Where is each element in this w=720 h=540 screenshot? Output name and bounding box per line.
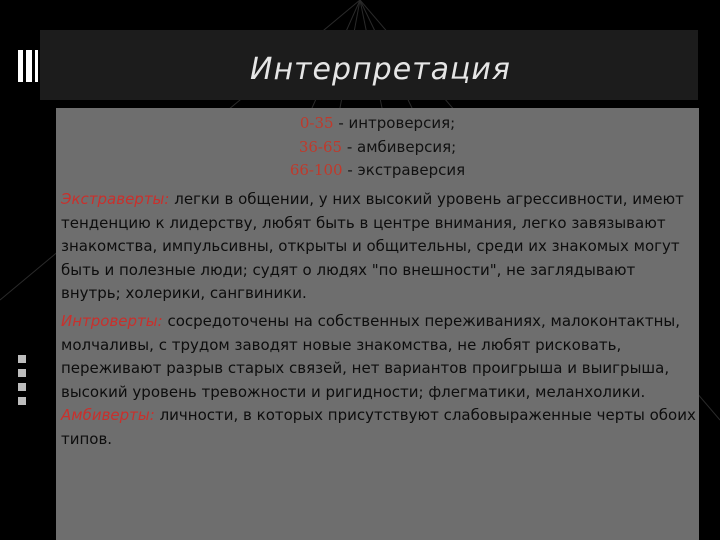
scale-line	[56, 159, 699, 183]
scale-list	[56, 112, 699, 183]
term-extraverts: Экстраверты:	[61, 190, 170, 208]
ambiverts-paragraph	[61, 404, 697, 451]
scale-range: 66-100	[289, 161, 343, 179]
scale-line	[56, 136, 699, 160]
title-decoration	[18, 50, 40, 82]
description-text	[61, 188, 697, 456]
introverts-paragraph	[61, 310, 697, 404]
introverts-text: сосредоточены на собственных переживаниях, малоконтактны, молчаливы, с трудом заводят новые знакомства, не любят рисковать, переживают разрыв старых связей, нет вариантов проигрыша и выигрыша, высокий уровень тревожности и ригидности; флегматики, меланхолики.	[61, 311, 680, 401]
side-decoration	[18, 355, 28, 411]
scale-label: - экстраверсия	[342, 161, 466, 179]
extraverts-paragraph	[61, 188, 697, 306]
term-ambiverts: Амбиверты:	[61, 406, 155, 425]
term-introverts: Интроверты:	[61, 311, 163, 330]
extraverts-text: легки в общении, у них высокий уровень агрессивности, имеют тенденцию к лидерству, любят быть в центре внимания, легко завязывают знакомства, импульсивны, открыты и общительны, среди их знакомых могут быть и полезные люди; судят о людях "по внешности", не заглядывают внутрь; холерики, сангвиники.	[61, 190, 684, 303]
scale-label: - амбиверсия;	[342, 137, 457, 156]
ambiverts-text: личности, в которых присутствуют слабовыраженные черты обоих типов.	[61, 406, 696, 448]
page-title: Интерпретация	[250, 52, 511, 87]
scale-label: - интроверсия;	[333, 114, 456, 132]
scale-line	[56, 112, 699, 136]
scale-range: 0-35	[299, 114, 334, 132]
scale-range: 36-65	[298, 137, 343, 156]
